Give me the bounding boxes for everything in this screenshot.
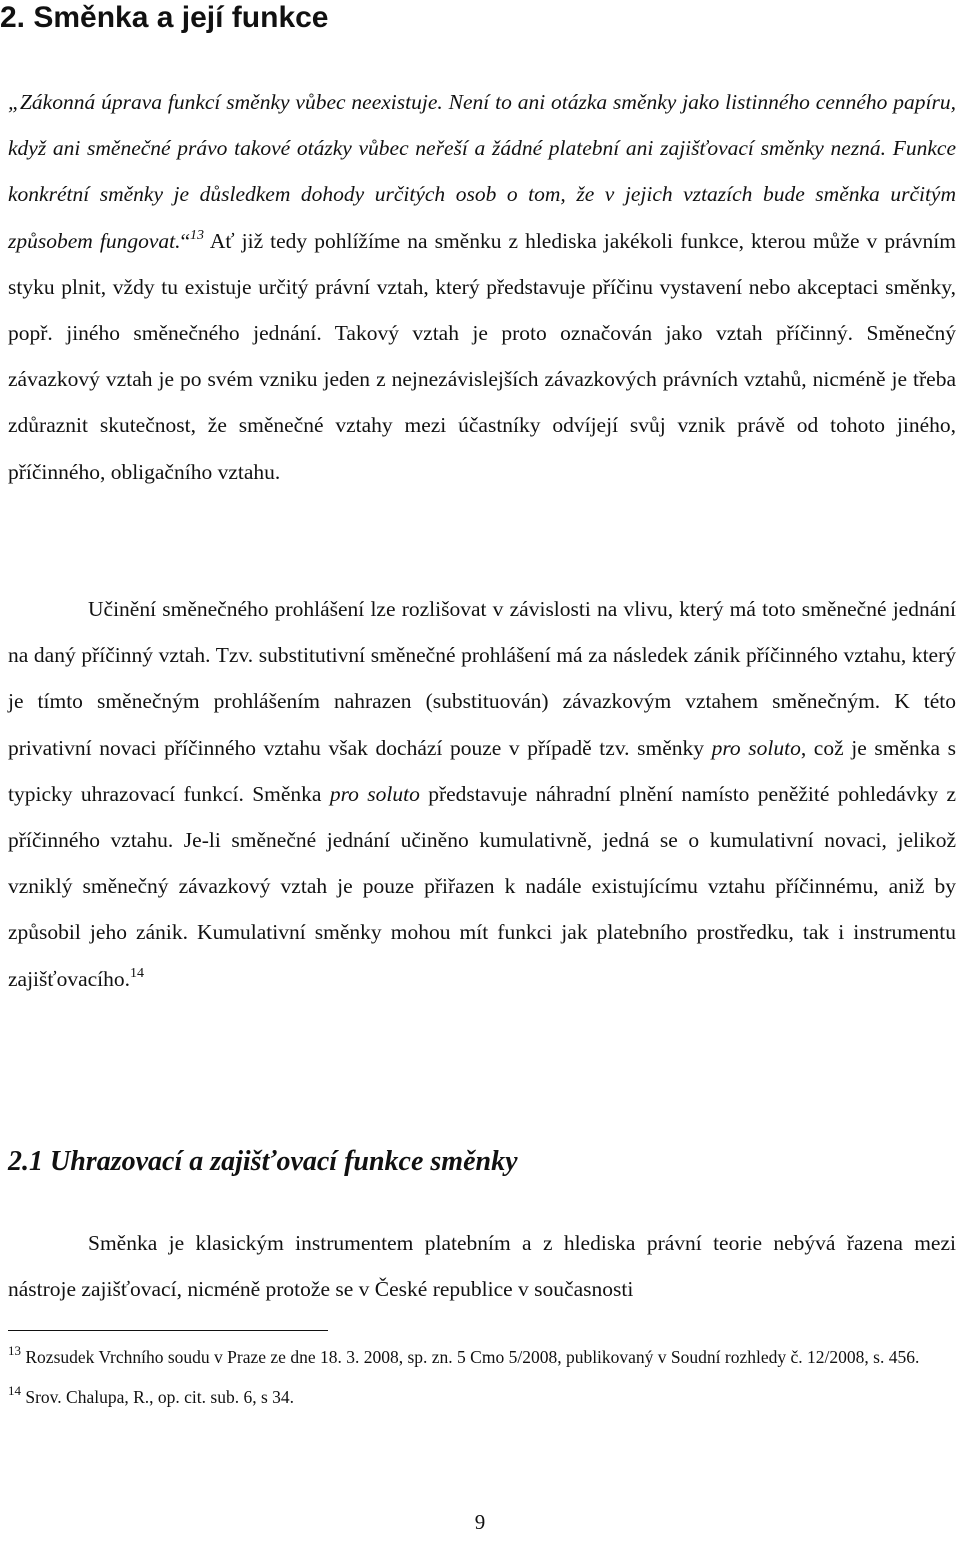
- footnote-14: [8, 1378, 956, 1418]
- footnotes: [8, 1338, 956, 1417]
- quote-close: “: [180, 228, 191, 253]
- pro-soluto-term-1: pro soluto: [711, 735, 801, 760]
- footnote-13: [8, 1338, 956, 1378]
- paragraph-1-text: Ať již tedy pohlížíme na směnku z hlediska jakékoli funkce, kterou může v právním styku plnit, vždy tu existuje určitý právní vztah, který představuje příčinu vystavení nebo akceptaci směnky, popř. jiného směnečného jednání. Takový vztah je proto označován jako vztah příčinný. Směnečný závazkový vztah je po svém vzniku jeden z nejnezávislejších závazkových právních vztahů, nicméně je třeba zdůraznit skutečnost, že směnečné vztahy mezi účastníky odvíjejí svůj vznik právě od tohoto jiného, příčinného, obligačního vztahu.: [8, 228, 957, 484]
- paragraph-3: Směnka je klasickým instrumentem platebním a z hlediska právní teorie nebývá řazena mezi nástroje zajišťovací, nicméně protože se v České republice v současnosti: [8, 1231, 956, 1302]
- pro-soluto-term-2: pro soluto: [329, 781, 420, 806]
- page-number: 9: [474, 1510, 486, 1534]
- footnote-ref-14: 14: [130, 965, 145, 981]
- footnote-separator: [8, 1330, 328, 1331]
- paragraph-2-text-c: představuje náhradní plnění namísto peněžité pohledávky z příčinného vztahu. Je-li směnečné jednání učiněno kumulativně, jedná se o kumulativní novaci, jelikož vzniklý směnečný závazkový vztah je pouze přiřazen k nadále existujícímu vztahu příčinnému, aniž by způsobil jeho zánik. Kumulativní směnky mohou mít funkci jak platebního prostředku, tak i instrumentu zajišťovacího.: [8, 781, 956, 991]
- quoted-text: „Zákonná úprava funkcí směnky vůbec neexistuje. Není to ani otázka směnky jako listinného cenného papíru, když ani směnečné právo takové otázky vůbec neřeší a žádné platební ani zajišťovací směnky nezná. Funkce konkrétní směnky je důsledkem dohody určitých osob o tom, že v jejich vztazích bude směnka určitým způsobem fungovat.: [8, 90, 956, 253]
- footnote-text: Srov. Chalupa, R., op. cit. sub. 6, s 34.: [21, 1386, 295, 1407]
- paragraph-2-text-a: Učinění směnečného prohlášení lze rozlišovat v závislosti na vlivu, který má toto směnečné jednání na daný příčinný vztah. Tzv. substitutivní směnečné prohlášení má za následek zánik příčinného vztahu, který je tímto směnečným prohlášením nahrazen (substituován) závazkovým vztahem směnečným. K této privativní novaci příčinného vztahu však dochází pouze v případě tzv. směnky: [8, 597, 956, 760]
- section-heading: 2.1 Uhrazovací a zajišťovací funkce směnky: [8, 1146, 518, 1177]
- paragraph-1: [8, 79, 956, 495]
- paragraph-2-text-b: , což je směnka s typicky uhrazovací funkcí. Směnka: [8, 735, 956, 806]
- footnote-number: 13: [8, 1343, 21, 1358]
- paragraph-2: [8, 586, 956, 1002]
- footnote-ref-13: 13: [190, 227, 205, 243]
- chapter-heading: 2. Směnka a její funkce: [0, 1, 329, 34]
- footnote-text: Rozsudek Vrchního soudu v Praze ze dne 18. 3. 2008, sp. zn. 5 Cmo 5/2008, publikovaný v Soudní rozhledy č. 12/2008, s. 456.: [21, 1347, 920, 1367]
- footnote-number: 14: [8, 1382, 21, 1398]
